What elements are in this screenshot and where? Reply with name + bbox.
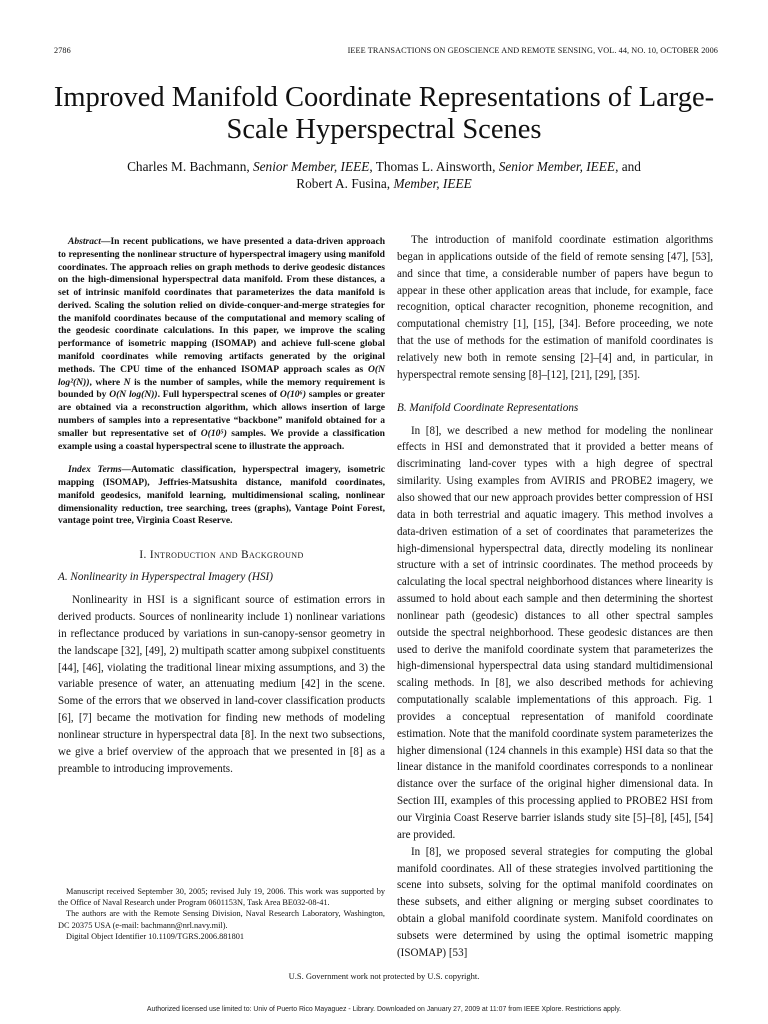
body-paragraph: The introduction of manifold coordinate estimation algorithms began in applications outside of the field of remote sensing [47], [53], and since that time, a considerable number of papers have begun to appear in these other application areas that include, for example, face recognition, optical character recognition, phoneme recognition, and computational chemistry [1], [15], [34]. Before proceeding, we note that the use of methods for the estimation of manifold coordinates is relatively new both in remote sensing [2]–[4] and, in particular, in hyperspectral remote sensing [8]–[12], [21], [29], [35].	[397, 234, 713, 381]
abstract-text: , where	[89, 376, 121, 388]
index-terms-dash: —	[121, 464, 132, 476]
abstract-dash: —	[100, 236, 111, 247]
journal-name: IEEE TRANSACTIONS ON GEOSCIENCE AND REMOTE SENSING, VOL. 44, NO. 10, OCTOBER 2006	[347, 46, 718, 55]
math-expression: O(N log²(N))	[58, 363, 385, 388]
abstract-text: . Full hyperspectral scenes of	[157, 389, 278, 401]
subsection-heading: A. Nonlinearity in Hyperspectral Imagery (HSI)	[58, 571, 273, 584]
body-paragraph: In [8], we described a new method for modeling the nonlinear effects in HSI and demonstrated that it provided a better means of discriminating land-cover types with a high degree of spectral similarity. Using examples from AVIRIS and PROBE2 imagery, we also showed that our new approach provides better compression of HSI data in both terrestrial and aquatic imagery. This method involves a data-driven estimation of a set of coordinates that parameterizes the high-dimensional hyperspectral data, directly modeling its nonlinear structure with a set of intrinsic coordinates. The method proceeds by calculating the local spectral neighborhood distances where linearity is assumed to hold about each sample and then determining the shortest nonlinear path (geodesic) distances to all other spectral samples outside the spectral neighborhood. These geodesic distances are then used to derive the manifold coordinate system that parameterizes the high-dimensional hyperspectral data using standard multidimensional scaling methods. In [8], we also described methods for achieving computationally scalable implementations of this approach. Fig. 1 provides a conceptual representation of manifold coordinate estimation. Note that the manifold coordinate system parameterizes the higher dimensional (124 channels in this example) HSI data so that the linear distance in the manifold coordinates corresponds to a nonlinear distance over the surface of the original higher dimensional data. In Section III, examples of this processing applied to PROBE2 HSI from our Virginia Coast Reserve barrier islands study site [5]–[8], [45], [54] are provided.	[397, 424, 713, 841]
footnotes	[58, 886, 385, 942]
subsection-heading: B. Manifold Coordinate Representations	[397, 401, 579, 414]
body-paragraph: In [8], we proposed several strategies for computing the global manifold coordinates. All of these strategies involved partitioning the scene into subsets, solving for the optimal manifold coordinates on these subsets, and either aligning or merging subset coordinates to obtain a global manifold coordinate system. Manifold coordinates on subsets were determined by using the optimal isometric mapping (ISOMAP) [53]	[397, 845, 713, 959]
left-column	[58, 236, 385, 777]
author-role: Member, IEEE	[393, 175, 472, 191]
copyright-notice: U.S. Government work not protected by U.S. copyright.	[288, 971, 480, 981]
abstract-text: samples or greater are obtained via a reconstruction algorithm, which allows insertion of large numbers of samples into a representative “backbone” manifold obtained for a smaller but representative set of	[58, 389, 386, 439]
author-name: Robert A. Fusina,	[296, 175, 391, 191]
math-expression: O(N log(N))	[109, 389, 158, 401]
index-terms	[58, 464, 385, 528]
running-header	[54, 46, 718, 60]
author-role: Senior Member, IEEE	[498, 159, 616, 174]
footnote: The authors are with the Remote Sensing Division, Naval Research Laboratory, Washington, DC 20375 USA (e-mail: bachmann@nrl.navy.mil).	[58, 909, 385, 930]
body-paragraph: Nonlinearity in HSI is a significant source of estimation errors in derived products. Sources of nonlinearity include 1) nonlinear variations in reflectance produced by variations in sun-canopy-sensor geometry in the landscape [32], [49], 2) multipath scatter among subpixel constituents [44], [46], violating the traditional linear mixing assumptions, and 3) the variable presence of water, an attenuating medium [42] in the scene. Some of the errors that we observed in land-cover classification products [6], [7] became the motivation for finding new methods of modeling nonlinear structure in hyperspectral data [8]. In the next two subsections, we give a brief overview of the approach that we presented in [8] as a preamble to introducing improvements.	[58, 594, 385, 775]
section-title: Introduction and Background	[149, 549, 304, 562]
index-terms-text: Automatic classification, hyperspectral imagery, isometric mapping (ISOMAP), Jeffries-Matsushita distance, manifold coordinates, manifold geodesics, manifold learning, multidimensional scaling, nonlinear dimensionality reduction, tree searching, trees (graphs), Vantage Point Forest, vantage point tree, Virginia Coast Reserve.	[58, 464, 385, 527]
math-expression: N	[123, 376, 131, 388]
paper-title: Improved Manifold Coordinate Representations of Large-Scale Hyperspectral Scenes	[53, 82, 715, 145]
author-role: Senior Member, IEEE	[253, 159, 370, 174]
author-name: Charles M. Bachmann,	[127, 159, 250, 174]
abstract-text: is the number of samples, while the memory requirement is bounded by	[58, 376, 385, 401]
math-expression: O(10⁶)	[279, 389, 307, 401]
abstract-text: samples. We provide a classification example using a coastal hyperspectral scene to illustrate the approach.	[58, 427, 385, 452]
abstract-text: In recent publications, we have presented a data-driven approach to representing the nonlinear structure of hyperspectral imagery using manifold coordinates. The approach relies on graph methods to derive geodesic distances on the high-dimensional hyperspectral data manifold. From these distances, a set of intrinsic manifold coordinates that parameterizes the data manifold is derived. Scaling the solution relied on divide-conquer-and-merge strategies for the manifold coordinates because of the computational and memory scaling of the geodesic coordinate calculations. In this paper, we improve the scaling performance of isometric mapping (ISOMAP) and achieve full-scene global manifold coordinates while removing artifacts generated by the original methods. The CPU time of the enhanced ISOMAP approach scales as	[58, 236, 385, 375]
right-column	[397, 232, 713, 962]
section-heading	[58, 548, 385, 562]
section-numeral: I.	[139, 549, 147, 562]
abstract	[58, 236, 385, 453]
index-terms-label: Index Terms	[68, 464, 122, 476]
abstract-label: Abstract	[68, 236, 101, 247]
footnote: Manuscript received September 30, 2005; revised July 19, 2006. This work was supported by the Office of Naval Research under Program 0601153N, Task Area BE032-08-41.	[58, 887, 385, 908]
footnote: Digital Object Identifier 10.1109/TGRS.2006.881801	[66, 931, 245, 941]
math-expression: O(10⁵)	[200, 427, 227, 439]
page-number: 2786	[54, 46, 71, 55]
author-block	[60, 159, 708, 192]
license-notice: Authorized licensed use limited to: Univ of Puerto Rico Mayaguez - Library. Downloaded on January 27, 2009 at 11:07 from IEEE Xplore. Restrictions apply.	[146, 1006, 622, 1013]
author-name: , Thomas L. Ainsworth,	[369, 159, 496, 174]
author-separator: , and	[615, 159, 641, 174]
